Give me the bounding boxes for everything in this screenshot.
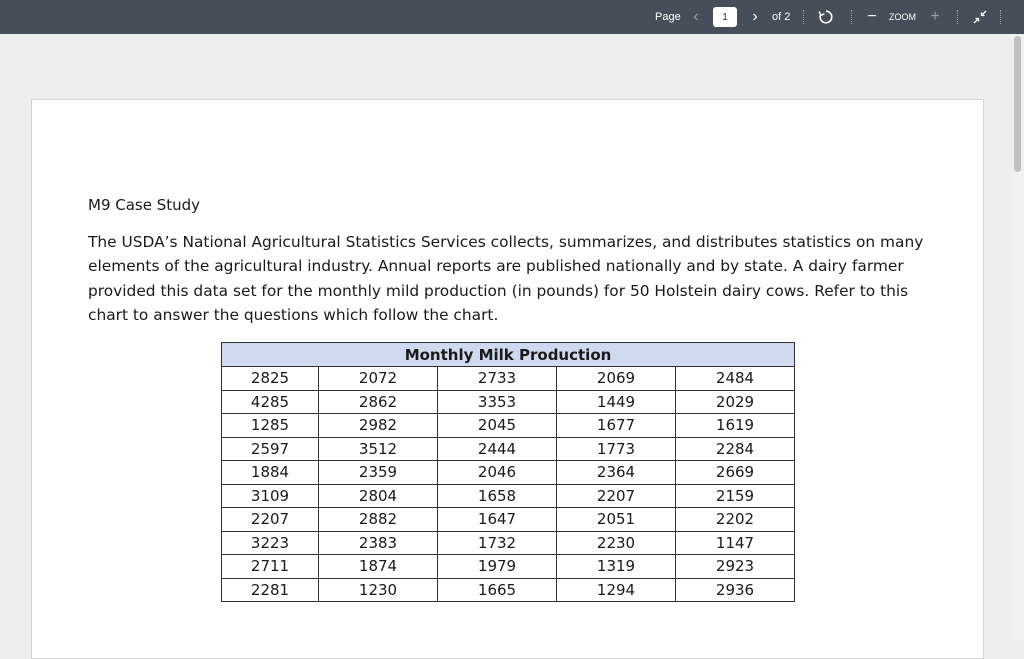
table-row: [222, 390, 795, 414]
table-row: [222, 414, 795, 438]
table-cell: 1619: [676, 414, 795, 438]
table-cell: 3223: [222, 531, 319, 555]
toolbar-divider: [803, 10, 804, 24]
table-cell: 2669: [676, 461, 795, 485]
table-cell: 1677: [557, 414, 676, 438]
table-cell: 2029: [676, 390, 795, 414]
table-cell: 1285: [222, 414, 319, 438]
table-cell: 3109: [222, 484, 319, 508]
table-cell: 2825: [222, 367, 319, 391]
table-cell: 1647: [438, 508, 557, 532]
toolbar-divider: [957, 10, 958, 24]
table-cell: 2284: [676, 437, 795, 461]
table-cell: 2982: [319, 414, 438, 438]
table-cell: 2207: [222, 508, 319, 532]
table-cell: 2733: [438, 367, 557, 391]
table-cell: 2159: [676, 484, 795, 508]
page-label: Page: [655, 11, 681, 23]
table-cell: 3512: [319, 437, 438, 461]
page-number-input[interactable]: [713, 7, 737, 27]
table-cell: 2072: [319, 367, 438, 391]
table-cell: 2281: [222, 578, 319, 602]
document-title: M9 Case Study: [88, 196, 201, 214]
table-cell: 1874: [319, 555, 438, 579]
toolbar-divider: [851, 10, 852, 24]
table-row: [222, 461, 795, 485]
table-cell: 1732: [438, 531, 557, 555]
chevron-right-icon[interactable]: ›: [752, 8, 758, 25]
scrollbar-thumb[interactable]: [1014, 36, 1021, 172]
table-cell: 1884: [222, 461, 319, 485]
table-cell: 1147: [676, 531, 795, 555]
table-cell: 3353: [438, 390, 557, 414]
table-cell: 2046: [438, 461, 557, 485]
table-cell: 2936: [676, 578, 795, 602]
table-cell: 2923: [676, 555, 795, 579]
table-row: [222, 555, 795, 579]
table-cell: 4285: [222, 390, 319, 414]
collapse-icon[interactable]: [972, 0, 988, 34]
table-header: Monthly Milk Production: [222, 343, 795, 367]
table-cell: 1979: [438, 555, 557, 579]
zoom-label: ZOOM: [889, 12, 916, 22]
table-cell: 2383: [319, 531, 438, 555]
page-count-label: of 2: [772, 11, 791, 23]
table-row: [222, 578, 795, 602]
rotate-icon[interactable]: [817, 0, 835, 34]
table-cell: 2202: [676, 508, 795, 532]
table-cell: 1658: [438, 484, 557, 508]
table-cell: 2444: [438, 437, 557, 461]
table-cell: 1773: [557, 437, 676, 461]
table-cell: 2882: [319, 508, 438, 532]
table-row: [222, 484, 795, 508]
table-row: [222, 508, 795, 532]
table-cell: 2051: [557, 508, 676, 532]
table-cell: 2069: [557, 367, 676, 391]
minus-icon[interactable]: −: [867, 8, 877, 25]
pdf-toolbar: [0, 0, 1024, 34]
chevron-left-icon[interactable]: ‹: [693, 8, 699, 25]
table-cell: 2207: [557, 484, 676, 508]
document-page: [31, 99, 984, 659]
table-row: [222, 531, 795, 555]
table-cell: 2359: [319, 461, 438, 485]
table-row: [222, 437, 795, 461]
table-row: [222, 367, 795, 391]
table-cell: 2804: [319, 484, 438, 508]
table-cell: 2484: [676, 367, 795, 391]
table-cell: 1294: [557, 578, 676, 602]
toolbar-divider: [1000, 10, 1001, 24]
table-cell: 1665: [438, 578, 557, 602]
table-cell: 2711: [222, 555, 319, 579]
milk-production-table: [221, 342, 795, 602]
table-cell: 1230: [319, 578, 438, 602]
table-cell: 1449: [557, 390, 676, 414]
table-cell: 2045: [438, 414, 557, 438]
plus-icon[interactable]: +: [930, 8, 940, 25]
table-cell: 2597: [222, 437, 319, 461]
table-cell: 2230: [557, 531, 676, 555]
table-cell: 2364: [557, 461, 676, 485]
table-cell: 1319: [557, 555, 676, 579]
document-paragraph: The USDA’s National Agricultural Statistics Services collects, summarizes, and distributes statistics on many elements of the agricultural industry. Annual reports are published nationally and by state. A dairy farmer provided this data set for the monthly mild production (in pounds) for 50 Holstein dairy cows. Refer to this chart to answer the questions which follow the chart.: [88, 233, 924, 325]
table-cell: 2862: [319, 390, 438, 414]
